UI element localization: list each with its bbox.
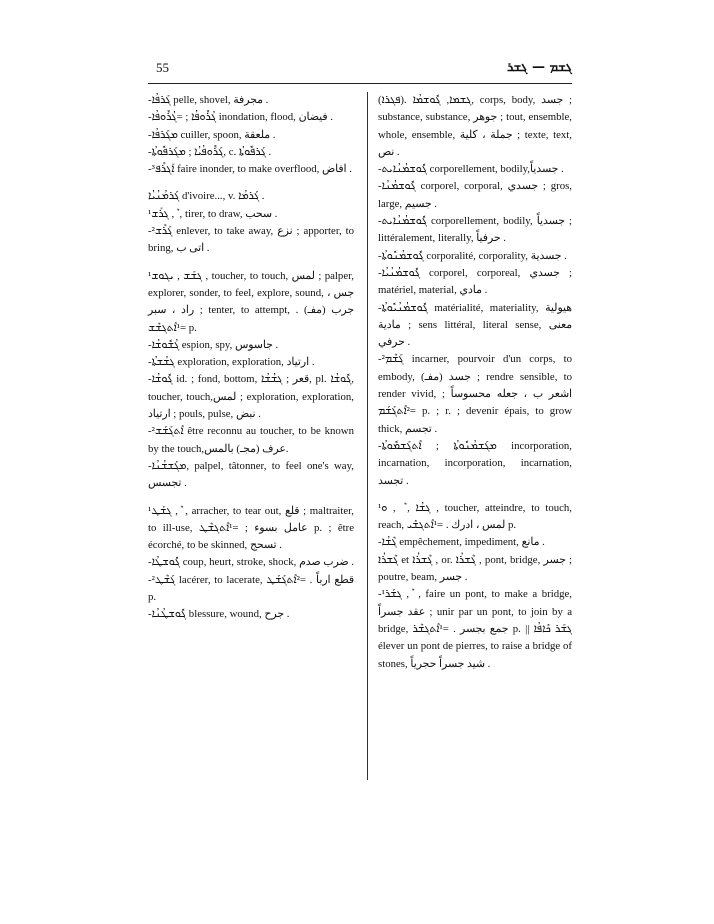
page-header bbox=[148, 60, 572, 82]
column-divider bbox=[367, 92, 368, 780]
dictionary-entry: -³ܐܰܓܪܶܦ faire inonder, to make overflood, افاض . bbox=[148, 163, 352, 176]
dictionary-entry: -ܓܳܪܽܘܦܳܐ ; =ܓܳܪܽܘܦܳܐ inondation, flood, فيضان . bbox=[148, 111, 333, 124]
dictionary-entry: -ܓܽܘܫܡܳܢܽܘܬܳܐ corporalité, corporality, جسدية . bbox=[378, 249, 567, 262]
dictionary-entry: -ܓܽܘܫܛܳܐ coup, heurt, stroke, shock, ضرب صدم . bbox=[148, 556, 354, 569]
dictionary-entry: ܓܶܫܪܳܐ et ܓܶܫܪܳܐ , or. ܓܶܫܪܳܐ , pont, bridge, جسر ; poutre, beam, جسر . bbox=[378, 553, 572, 584]
right-column bbox=[378, 92, 572, 673]
dictionary-entry: -ܡܓܰܪܦܳܐ cuiller, spoon, ملعقة . bbox=[148, 128, 276, 141]
dictionary-entry: -ܓܶܫܳܐ empêchement, impediment, مانع . bbox=[378, 536, 545, 549]
dictionary-entry: -ܓܰܪܦܳܐ pelle, shovel, مجرفة . bbox=[148, 94, 269, 106]
dictionary-entry: -ܡܓܰܫܡܳܢܽܘܬܳܐ ; ܐܶܬܓܰܫܡܽܘܬܳܐ incorporation, incarnation, incorporation, incarnation, تجسد . bbox=[378, 439, 572, 487]
left-column bbox=[148, 92, 354, 624]
dictionary-entry: ¹ܓܫܰܫ , ܝܓܘܫ , toucher, to touch, لمس ; palper, explorer, sonder, to feel, explore, sound, جس ، راد ، سبر ; tenter, to attempt, جرب (مفـ) . =¹ܐܶܬܓܫܶܫ p. bbox=[148, 269, 354, 334]
dictionary-entry: -ܓܽܘܫܡܳܢܳܐܝܬ corporellement, bodily,جسدياً . bbox=[378, 163, 564, 176]
running-head: ܓܫܡ — ܓܫܪ bbox=[506, 60, 572, 75]
dictionary-entry: ¹ܓܫܳܐ , ܶ , ܘ , toucher, atteindre, to touch, reach, لمس ، ادرك . =¹ܐܶܬܓܫܺܝ p. bbox=[378, 501, 573, 532]
dictionary-entry: -ܓܽܘܫܛܳܢܳܐ blessure, wound, جرح . bbox=[148, 608, 290, 621]
dictionary-entry: -ܓܽܘܫܡܳܢܳܐܝܬ corporellement, bodily, جسدياً ; littéralement, literally, حرفياً . bbox=[378, 215, 572, 245]
dictionary-entry: -ܓܽܘܫܡܳܢܳܝܳܐ corporel, corporeal, جسدي ; matériel, material, مادي . bbox=[378, 266, 572, 297]
dictionary-entry: -ܓܰܪܽܘܦܳܝܳܐ ; ܡܓܰܪܦܽܘܬܳܐ, c. ܓܰܪܦܽܘܬܳܐ . bbox=[148, 145, 272, 158]
dictionary-entry: -ܓܽܘܫܡܳܢܳܐ corporel, corporal, جسدي ; gros, large, جسيم . bbox=[378, 180, 572, 210]
dictionary-entry: -²ܓܰܫܶܡ incarner, pourvoir d'un corps, to embody, جسد (مفـ) ; rendre sensible, to render vivid, اشعر ب ، جعله محسوساً ; =²ܐܶܬܓܰܫܰܡ p. ; r. ; devenir épais, to grow thick, تجسم . bbox=[378, 353, 572, 435]
dictionary-entry: -ܓܽܘܫܳܐ id. ; fond, bottom, قعر ; ܓܫܳܫܳܐ, pl. ܓܽܘܫܳܐ, toucher, touch,لمس ; exploration, exploration, ارتياد ; pouls, pulse, نبض . bbox=[148, 373, 354, 421]
dictionary-entry: ¹ܓܫܰܛ , ܶ , arracher, to tear out, قلع ; maltraiter, to ill-use, عامل بسوء ; =¹ܐܶܬܓܫܶܛ p. ; être écorché, to be skinned, تسحج . bbox=[148, 504, 355, 552]
page-number: 55 bbox=[156, 60, 169, 75]
dictionary-entry: ܓܰܪܡܳܢܳܝܳܐ d'ivoire..., v. ܓܰܪܡܳܐ . bbox=[148, 190, 265, 203]
dictionary-entry: -²ܓܰܪܶܫ enlever, to take away, نزع ; apporter, to bring, اتى ب . bbox=[148, 225, 355, 255]
dictionary-entry: ¹ܓܪܰܫ , ܶ , tirer, to draw, سحب . bbox=[148, 207, 278, 220]
dictionary-entry: -ܡܓܰܫܫܳܢܳܐ, palpel, tâtonner, to feel one's way, تجسس . bbox=[148, 459, 354, 490]
dictionary-entry: -ܓܳܫܽܘܫܳܐ espion, spy, جاسوس . bbox=[148, 338, 279, 351]
dictionary-entry: -ܓܫܳܫܬܳܐ exploration, exploration, ارتياد . bbox=[148, 356, 315, 369]
dictionary-entry: (ܦܓܪܐ). ܓܫܡܐ, ܓܽܘܫܡܳܐ, corps, body, جسد ; substance, substance, جوهر ; tout, ensemble, whole, ensemble, جملة ، كلية ; texte, text, نص . bbox=[378, 94, 572, 158]
dictionary-entry: -¹ܓܫܰܪ , ܶ , faire un pont, to make a bridge, عقد جسراً ; unir par un pont, to join by a bridge, جمع بجسر . =¹ܐܶܬܓܫܶܪ p. || ܓܫܰܪ ܟܺܐܦܳܐ élever un pont de pierres, to raise a bridge of stones, شيد جسراً حجرياً . bbox=[378, 588, 573, 670]
header-rule bbox=[148, 83, 572, 84]
dictionary-entry: -ܓܽܘܫܡܳܢܳܝܽܘܬܳܐ matérialité, materiality, هيولية مادية ; sens littéral, literal sense, معنى حرفي . bbox=[378, 301, 572, 349]
dictionary-entry: -²ܐܶܬܓܰܫܰܫ être reconnu au toucher, to be known by the touch,عرف (مجـ) بالمس. bbox=[148, 425, 354, 455]
dictionary-entry: -²ܓܰܫܶܛ lacérer, to lacerate, قطع ارباً . =²ܐܶܬܓܰܫܰܛ p. bbox=[148, 573, 354, 604]
